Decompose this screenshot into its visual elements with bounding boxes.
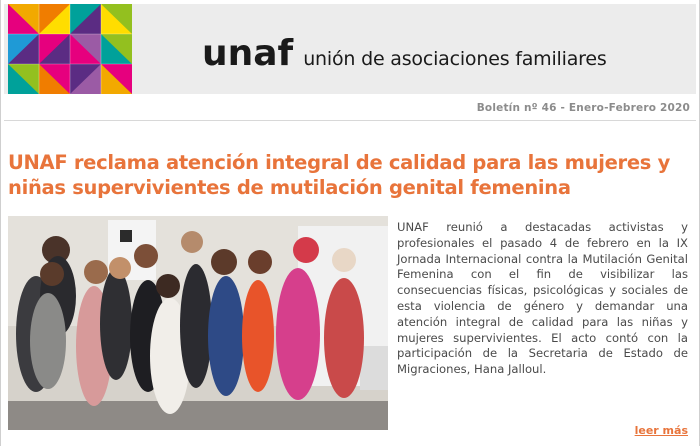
group-photo-image (8, 216, 388, 430)
article-headline[interactable]: UNAF reclama atención integral de calidad para las mujeres y niñas supervivientes de mutilación genital femenina (8, 151, 670, 199)
header-divider (4, 120, 696, 121)
brand-tagline: unión de asociaciones familiares (303, 48, 607, 70)
article-summary: UNAF reunió a destacadas activistas y profesionales el pasado 4 de febrero en la IX Jornada Internacional contra la Mutilación Genital Femenina con el fin de visibilizar las consecuencias físicas, psicológicas y sociales de esta violencia de género y demandar una atención integral de calidad para las niñas y mujeres supervivientes. El acto contó con la participación de la Secretaria de Estado de Migraciones, Hana Jalloul. (397, 220, 688, 377)
newsletter-header (4, 4, 696, 94)
read-more-link[interactable]: leer más (634, 424, 688, 437)
issue-number-date: Boletín nº 46 - Enero-Febrero 2020 (476, 102, 690, 114)
unaf-mosaic-logo-icon (8, 4, 132, 94)
brand-lockup (202, 34, 607, 72)
brand-wordmark: unaf (202, 33, 294, 74)
